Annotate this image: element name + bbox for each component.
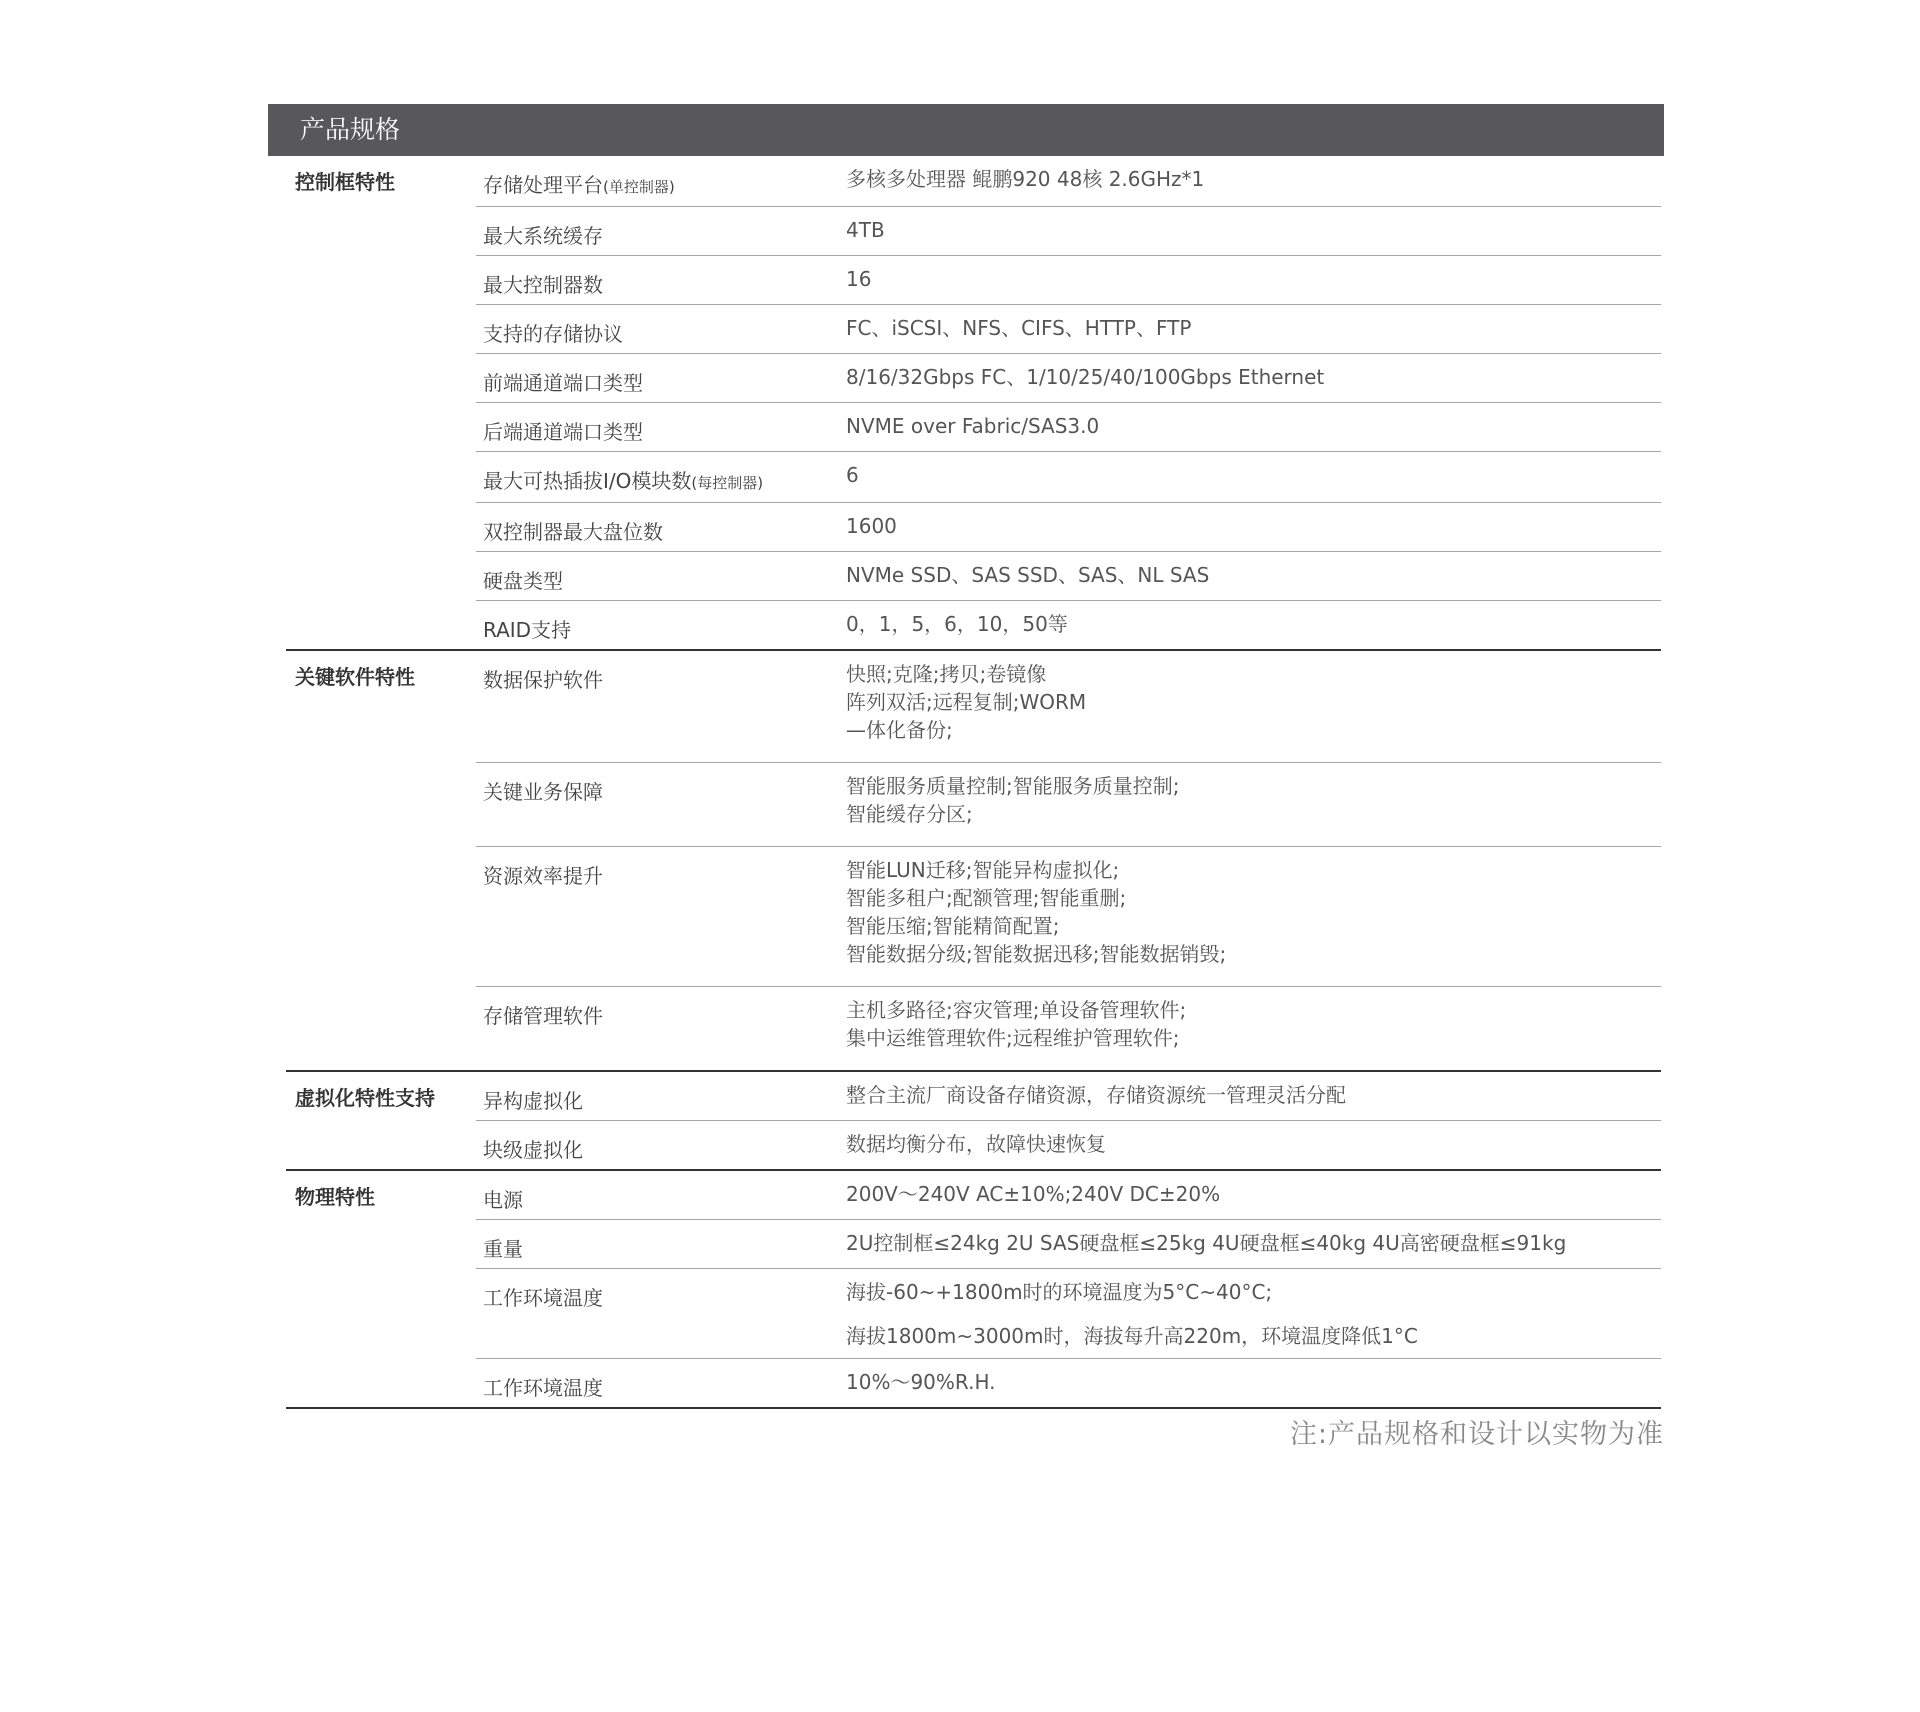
spec-item-label: [476, 552, 820, 601]
spec-value-line: 智能数据分级;智能数据迅移;智能数据销毁;: [846, 942, 1227, 966]
spec-item-label: [476, 305, 820, 354]
spec-value: [820, 503, 1661, 552]
spec-value-line: 智能服务质量控制;智能服务质量控制;: [846, 774, 1180, 798]
spec-row: [286, 305, 1661, 354]
spec-value: [820, 1359, 1661, 1409]
spec-value-line: 16: [846, 267, 872, 291]
spec-item-label: [476, 207, 820, 256]
spec-item-text: 重量: [483, 1237, 523, 1261]
spec-value: [820, 847, 1661, 987]
spec-value-line: 智能压缩;智能精简配置;: [846, 914, 1060, 938]
spec-value-line: 整合主流厂商设备存储资源，存储资源统一管理灵活分配: [846, 1083, 1346, 1107]
spec-value-line: 2U控制框≤24kg 2U SAS硬盘框≤25kg 4U硬盘框≤40kg 4U高密硬盘框≤91kg: [846, 1231, 1567, 1255]
spec-header-bar: [268, 104, 1664, 156]
spec-item-text: RAID支持: [483, 618, 572, 642]
spec-row: [286, 1359, 1661, 1409]
spec-row: [286, 354, 1661, 403]
spec-value: [820, 1121, 1661, 1171]
spec-item-label: [476, 1170, 820, 1220]
spec-item-text: 前端通道端口类型: [483, 371, 643, 395]
spec-item-text: 最大系统缓存: [483, 224, 603, 248]
spec-value-line: 数据均衡分布，故障快速恢复: [846, 1132, 1106, 1156]
spec-item-text: 存储管理软件: [483, 1004, 603, 1028]
spec-header-title: 产品规格: [300, 115, 401, 144]
spec-item-note: (每控制器): [691, 474, 764, 492]
spec-value: [820, 207, 1661, 256]
spec-value-line: 智能多租户;配额管理;智能重删;: [846, 886, 1127, 910]
spec-item-label: [476, 403, 820, 452]
spec-item-label: [476, 763, 820, 847]
spec-value-line: 1600: [846, 514, 897, 538]
spec-row: [286, 987, 1661, 1072]
spec-value-line: 阵列双活;远程复制;WORM: [846, 690, 1087, 714]
spec-item-label: [476, 987, 820, 1072]
spec-item-text: 硬盘类型: [483, 569, 563, 593]
spec-row: [286, 763, 1661, 847]
spec-row: [286, 1071, 1661, 1121]
spec-item-text: 工作环境温度: [483, 1286, 603, 1310]
spec-item-text: 最大可热插拔I/O模块数: [483, 469, 692, 493]
spec-item-text: 块级虚拟化: [483, 1138, 583, 1162]
spec-value: [820, 552, 1661, 601]
spec-value-line: 10%～90%R.H.: [846, 1370, 996, 1394]
spec-item-label: [476, 1359, 820, 1409]
spec-value: [820, 354, 1661, 403]
spec-value-line: 6: [846, 463, 859, 487]
spec-value: [820, 601, 1661, 651]
spec-row: [286, 847, 1661, 987]
spec-value: [820, 650, 1661, 763]
spec-value-line: 0，1，5，6，10，50等: [846, 612, 1068, 636]
spec-value-line: 集中运维管理软件;远程维护管理软件;: [846, 1026, 1180, 1050]
spec-value-line: 4TB: [846, 218, 885, 242]
category-label: 物理特性: [286, 1170, 476, 1408]
spec-row: [286, 207, 1661, 256]
spec-row: [286, 1121, 1661, 1171]
spec-item-label: [476, 601, 820, 651]
spec-value: [820, 403, 1661, 452]
spec-item-label: [476, 256, 820, 305]
spec-item-label: [476, 847, 820, 987]
spec-value: [820, 305, 1661, 354]
spec-item-label: [476, 1269, 820, 1359]
spec-value: [820, 452, 1661, 503]
category-label: 关键软件特性: [286, 650, 476, 1071]
spec-item-text: 支持的存储协议: [483, 322, 623, 346]
spec-value-line: 多核多处理器 鲲鹏920 48核 2.6GHz*1: [846, 167, 1205, 191]
spec-row: [286, 256, 1661, 305]
spec-item-label: [476, 1071, 820, 1121]
spec-item-label: [476, 650, 820, 763]
spec-value-line: 智能LUN迁移;智能异构虚拟化;: [846, 858, 1120, 882]
spec-value: [820, 987, 1661, 1072]
spec-value-line: —体化备份;: [846, 718, 953, 742]
spec-item-label: [476, 354, 820, 403]
spec-value: [820, 763, 1661, 847]
category-label: 虚拟化特性支持: [286, 1071, 476, 1170]
spec-row: [286, 601, 1661, 651]
spec-item-text: 数据保护软件: [483, 668, 603, 692]
category-label: 控制框特性: [286, 156, 476, 650]
spec-value-line: NVME over Fabric/SAS3.0: [846, 414, 1100, 438]
spec-value-line: 8/16/32Gbps FC、1/10/25/40/100Gbps Ethernet: [846, 365, 1325, 389]
spec-item-text: 最大控制器数: [483, 273, 603, 297]
spec-item-text: 关键业务保障: [483, 780, 603, 804]
spec-value-line: NVMe SSD、SAS SSD、SAS、NL SAS: [846, 563, 1210, 587]
spec-item-text: 异构虚拟化: [483, 1089, 583, 1113]
spec-row: [286, 452, 1661, 503]
spec-item-text: 后端通道端口类型: [483, 420, 643, 444]
spec-item-label: [476, 503, 820, 552]
spec-row: [286, 403, 1661, 452]
spec-value: [820, 1220, 1661, 1269]
spec-item-label: [476, 452, 820, 503]
spec-item-label: [476, 1121, 820, 1171]
spec-value: [820, 256, 1661, 305]
spec-item-text: 电源: [483, 1188, 523, 1212]
spec-item-text: 资源效率提升: [483, 864, 603, 888]
spec-row: [286, 1220, 1661, 1269]
spec-item-note: (单控制器): [603, 178, 675, 196]
spec-row: [286, 552, 1661, 601]
spec-item-label: [476, 156, 820, 207]
spec-row: [286, 503, 1661, 552]
spec-value-line: 海拔1800m~3000m时，海拔每升高220m，环境温度降低1°C: [846, 1324, 1418, 1348]
spec-row: [286, 156, 1661, 207]
spec-value: [820, 1269, 1661, 1359]
footnote: 注:产品规格和设计以实物为准: [1289, 1419, 1664, 1450]
spec-row: [286, 650, 1661, 763]
spec-row: [286, 1170, 1661, 1220]
spec-value-line: 智能缓存分区;: [846, 802, 973, 826]
spec-item-text: 工作环境温度: [483, 1376, 603, 1400]
spec-value-line: 200V～240V AC±10%;240V DC±20%: [846, 1182, 1221, 1206]
spec-value: [820, 156, 1661, 207]
spec-value-line: FC、iSCSI、NFS、CIFS、HTTP、FTP: [846, 316, 1192, 340]
spec-item-text: 存储处理平台: [483, 173, 603, 197]
spec-value-line: 海拔-60~+1800m时的环境温度为5°C~40°C;: [846, 1280, 1273, 1304]
spec-value-line: 主机多路径;容灾管理;单设备管理软件;: [846, 998, 1187, 1022]
spec-item-text: 双控制器最大盘位数: [483, 520, 663, 544]
spec-value-line: 快照;克隆;拷贝;卷镜像: [846, 662, 1047, 686]
spec-value: [820, 1071, 1661, 1121]
spec-table: [286, 156, 1661, 1409]
spec-value: [820, 1170, 1661, 1220]
spec-item-label: [476, 1220, 820, 1269]
spec-row: [286, 1269, 1661, 1359]
